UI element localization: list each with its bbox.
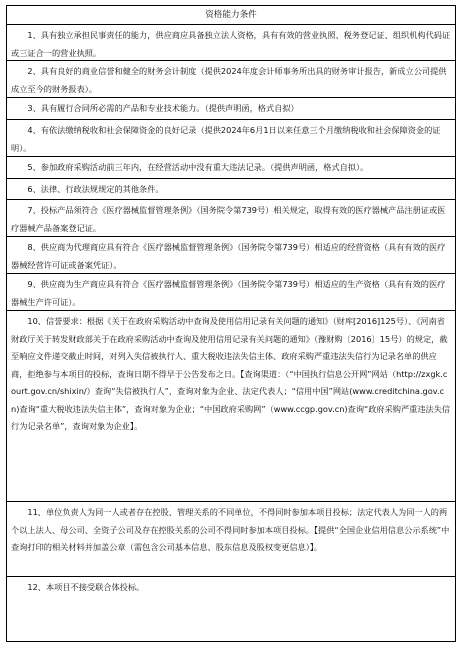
table-row: 12、本项目不接受联合体投标。 (27, 582, 145, 592)
table-row: 2、具有良好的商业信誉和健全的财务会计制度（提供2024年度会计师事务所出具的财务审计报告，新成立公司提供成立至今的财务报表）。 (7, 61, 455, 98)
table-row: 7、投标产品须符合《医疗器械监督管理条例》（国务院令第739号）相关规定，取得有效的医疗器械产品注册证或医疗器械产品备案登记证。 (7, 200, 455, 237)
table-row: 8、供应商为代理商应具有符合《医疗器械监督管理条例》（国务院令第739号）相适应的经营资格（具有有效的医疗器械经营许可证或备案凭证）。 (7, 237, 455, 274)
table-row: 11、单位负责人为同一人或者存在控股、管理关系的不同单位，不得同时参加本项目投标；法定代表人为同一人的两个以上法人、母公司、全资子公司及存在控股关系的公司不得同时参加本项目投标。【提供“全国企业信用信息公示系统”中查询打印的相关材料并加盖公章（需包含公司基本信息、股东信息及股权变更信息）】。 (7, 502, 455, 577)
table-row: 4、有依法缴纳税收和社会保障资金的良好记录（提供2024年6月1日以来任意三个月缴纳税收和社会保障资金的证明）。 (7, 120, 455, 157)
table-row: 1、具有独立承担民事责任的能力，供应商应具备独立法人资格，具有有效的营业执照、税务登记证、组织机构代码证或三证合一的营业执照。 (7, 25, 455, 61)
table-row: 5、参加政府采购活动前三年内，在经营活动中没有重大违法记录。（提供声明函，格式自拟）。 (7, 157, 455, 179)
qualification-table (6, 5, 456, 642)
table-row: 9、供应商为生产商应具有符合《医疗器械监督管理条例》（国务院令第739号）相适应的生产资格（具有有效的医疗器械生产许可证）。 (7, 274, 455, 311)
table-row: 3、具有履行合同所必需的产品和专业技术能力。（提供声明函，格式自拟） (7, 98, 455, 120)
table-row: 10、信誉要求：根据《关于在政府采购活动中查询及使用信用记录有关问题的通知》（财库[2016]125号）、《河南省财政厅关于转发财政部关于在政府采购活动中查询及使用信用记录有关问题的通知》（豫财购〔2016〕15号）的规定，截至响应文件递交截止时间，对列入失信被执行人、重大税收违法失信主体、政府采购严重违法失信行为记录名单的供应商，拒绝参与本项目的投标，查询日期不得早于公告发布之日。【查询渠道：（“中国执行信息公开网”网站（http://zxgk.court.gov.cn/shixin/）查询“失信被执行人”，查询对象为企业、法定代表人；“信用中国”网站(www.creditchina.gov.cn)查询“重大税收违法失信主体”，查询对象为企业；“中国政府采购网”（www.ccgp.gov.cn)查询“政府采购严重违法失信行为记录名单”，查询对象为企业】。 (7, 311, 455, 502)
table-row: 6、法律、行政法规规定的其他条件。 (7, 179, 455, 200)
table-header: 资格能力条件 (7, 6, 455, 25)
